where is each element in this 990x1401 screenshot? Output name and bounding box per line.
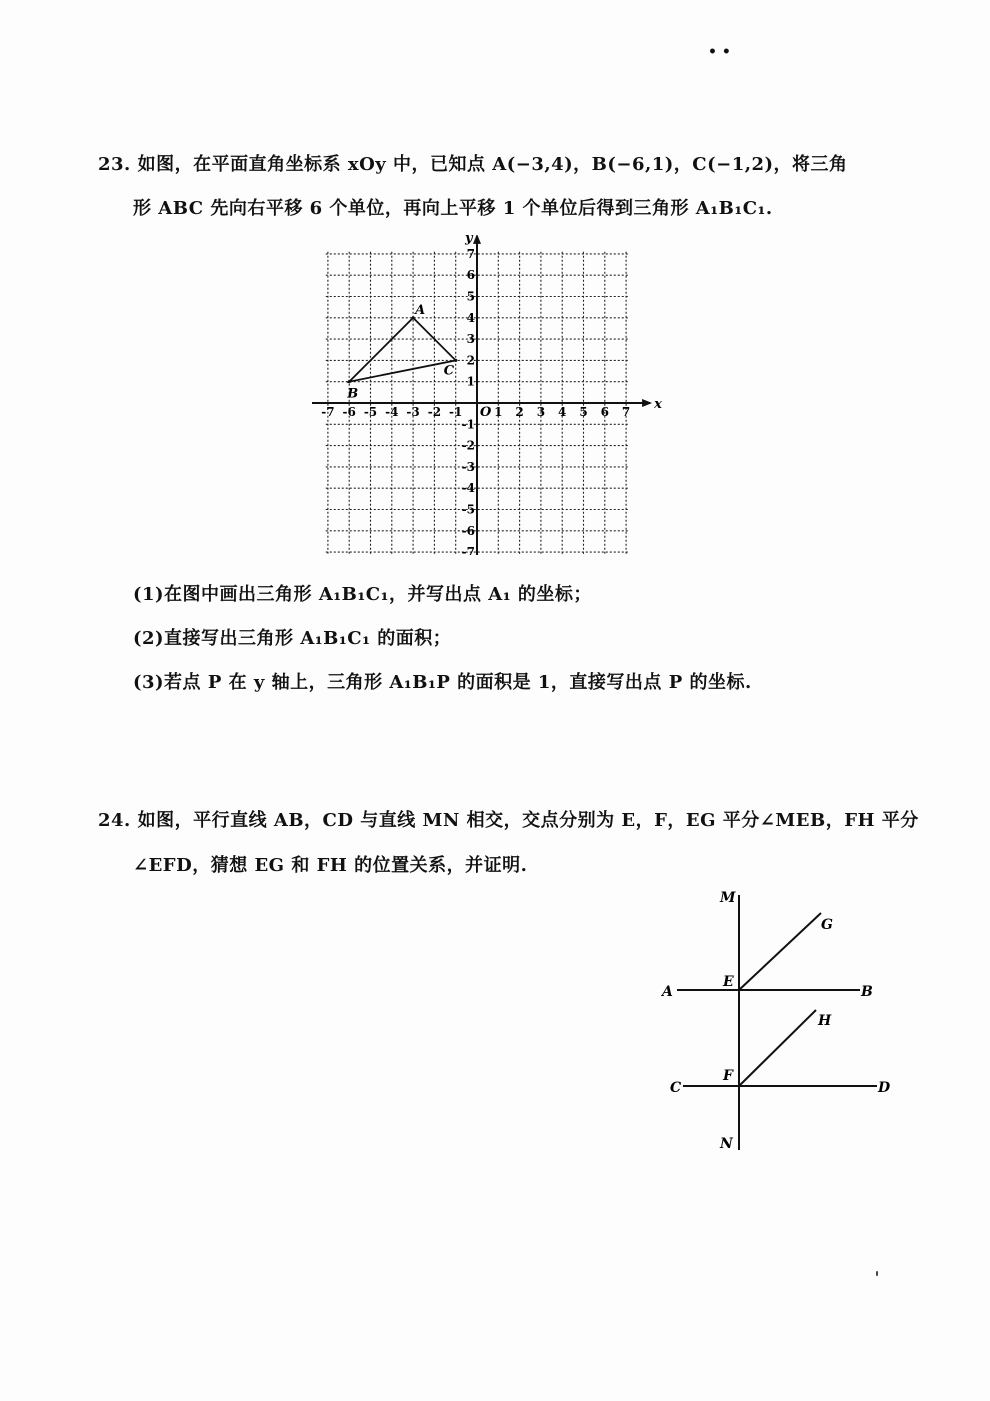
y-tick-label: 3 [466,332,475,347]
coordinate-grid [312,235,672,555]
y-axis-label: y [465,235,473,246]
y-tick-label: -5 [461,502,475,517]
x-tick-label: 1 [494,405,503,419]
x-tick-label: 3 [536,405,546,419]
q23-sub2: (2)直接写出三角形 A₁B₁C₁ 的面积； [133,628,452,649]
q24-line1: 24. 如图，平行直线 AB，CD 与直线 MN 相交，交点分别为 E，F，EG 平分∠MEB，FH 平分 [98,810,919,831]
label-n: N [720,1136,733,1152]
y-tick-label: 6 [466,268,475,283]
page-speck [876,1271,878,1276]
y-tick-label: -1 [461,417,475,432]
label-g: G [821,917,833,933]
point-c [454,359,457,362]
x-tick-label: -7 [321,405,335,419]
triangle-abc [349,318,456,382]
parallel-lines-figure [655,880,905,1160]
x-tick-label: -3 [406,405,420,419]
corner-mark: • • [708,44,731,60]
label-h: H [818,1013,832,1029]
y-tick-label: -7 [461,545,475,555]
x-tick-label: 2 [515,405,524,419]
x-tick-label: 4 [558,405,567,419]
y-tick-label: 7 [466,246,475,261]
point-b [348,380,351,383]
x-tick-label: 5 [579,405,588,419]
coordinate-grid-svg [312,235,672,555]
label-b: B [861,984,873,1000]
ray-fh [739,1010,816,1086]
label-f: F [723,1068,733,1084]
label-a: A [662,984,673,1000]
x-tick-label: 6 [600,405,609,419]
point-label-c: C [443,363,455,379]
y-tick-label: -4 [461,481,475,496]
origin-label: O [480,405,492,420]
q24-line2: ∠EFD，猜想 EG 和 FH 的位置关系，并证明. [133,855,528,876]
x-tick-label: 7 [621,405,631,419]
label-c: C [670,1080,682,1096]
q23-line2: 形 ABC 先向右平移 6 个单位，再向上平移 1 个单位后得到三角形 A₁B₁C₁. [133,198,773,219]
parallel-lines-svg [655,880,905,1160]
y-tick-label: -6 [461,523,475,538]
q23-sub1: (1)在图中画出三角形 A₁B₁C₁，并写出点 A₁ 的坐标； [133,584,592,605]
y-tick-label: 2 [466,353,475,368]
y-tick-label: -3 [461,459,475,474]
y-tick-label: -2 [461,438,475,453]
y-tick-label: 1 [466,374,475,389]
q23-line1: 23. 如图，在平面直角坐标系 xOy 中，已知点 A(−3,4)，B(−6,1)，C(−1,2)，将三角 [98,154,848,175]
point-label-a: A [415,302,426,318]
x-tick-label: -1 [449,405,463,419]
x-axis-arrow [642,399,652,407]
q23-sub3: (3)若点 P 在 y 轴上，三角形 A₁B₁P 的面积是 1，直接写出点 P 的坐标. [133,672,752,693]
y-tick-label: 5 [466,289,475,304]
ray-eg [739,913,821,990]
x-tick-label: -4 [385,405,399,419]
x-tick-label: -5 [363,405,378,419]
x-tick-label: -2 [427,405,442,419]
label-m: M [720,890,736,906]
y-axis-arrow [473,235,481,244]
point-label-b: B [347,386,359,402]
label-e: E [723,974,734,990]
y-tick-label: 4 [466,310,475,325]
x-tick-label: -6 [342,405,356,419]
x-axis-label: x [654,397,662,412]
label-d: D [878,1080,891,1096]
